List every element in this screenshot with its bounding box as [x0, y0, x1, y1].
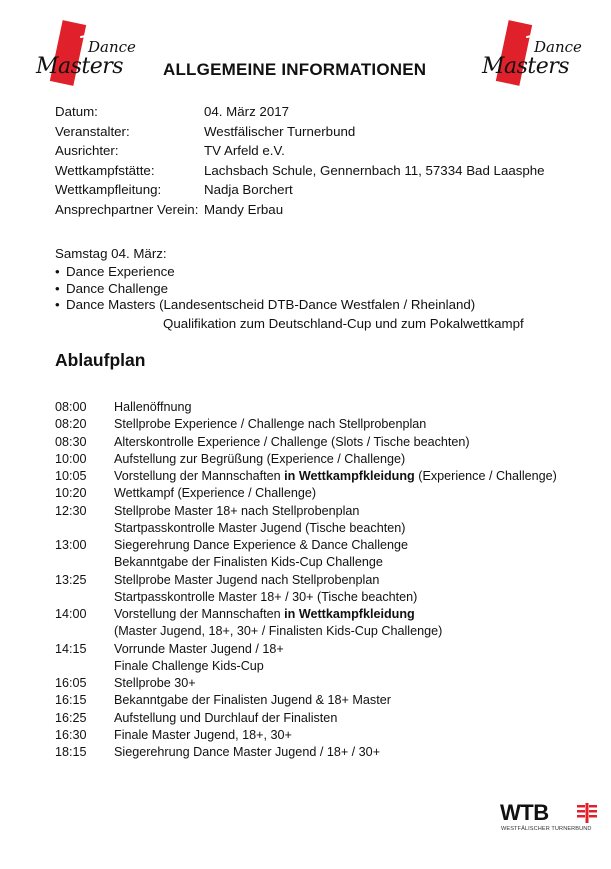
schedule-text: Stellprobe 30+	[114, 676, 196, 690]
schedule-row	[55, 504, 557, 521]
info-row-organizer	[55, 124, 545, 144]
schedule-row	[55, 728, 557, 745]
schedule-text-suffix: (Experience / Challenge)	[414, 469, 557, 483]
schedule-text: Alterskontrolle Experience / Challenge (Slots / Tische beachten)	[114, 434, 470, 449]
day-title: Samstag 04. März:	[55, 246, 167, 261]
info-row-competition-lead	[55, 182, 545, 202]
schedule-time: 16:25	[55, 710, 87, 725]
list-item: • Dance Masters (Landesentscheid DTB-Dance Westfalen / Rheinland)	[55, 297, 476, 312]
info-label: Ansprechpartner Verein:	[55, 201, 199, 217]
info-label: Wettkampfleitung:	[55, 182, 162, 198]
schedule-row	[55, 693, 557, 710]
schedule-row	[55, 676, 557, 693]
schedule-row	[55, 469, 557, 486]
schedule-time: 18:15	[55, 745, 87, 759]
schedule-text: Bekanntgabe der Finalisten Jugend & 18+ Master	[114, 693, 391, 708]
info-label: Wettkampfstätte:	[55, 162, 155, 178]
wtb-subtitle: WESTFÄLISCHER TURNERBUND	[501, 826, 592, 832]
info-value: Nadja Borchert	[204, 182, 293, 198]
schedule-emphasis: in Wettkampfkleidung	[284, 607, 415, 621]
dance-masters-logo-left	[32, 20, 142, 90]
schedule-text: (Master Jugend, 18+, 30+ / Finalisten Kids-Cup Challenge)	[114, 624, 443, 639]
wtb-letters: WTB	[500, 800, 549, 825]
schedule-time: 10:05	[55, 469, 87, 483]
schedule-time: 08:00	[55, 400, 87, 414]
schedule-time: 10:00	[55, 451, 87, 466]
info-row-contact	[55, 202, 545, 222]
schedule-time: 16:05	[55, 676, 87, 690]
schedule-row	[55, 659, 557, 676]
schedule-time: 14:00	[55, 607, 87, 621]
schedule-row	[55, 400, 557, 417]
schedule-text: Wettkampf (Experience / Challenge)	[114, 486, 317, 501]
info-value: Westfälischer Turnerbund	[204, 123, 356, 139]
schedule-row	[55, 538, 557, 555]
schedule-text: Hallenöffnung	[114, 400, 192, 414]
schedule-row	[55, 573, 557, 590]
schedule-row	[55, 417, 557, 434]
schedule-text: Finale Master Jugend, 18+, 30+	[114, 727, 292, 742]
schedule-text: Vorrunde Master Jugend / 18+	[114, 641, 284, 656]
schedule-row	[55, 521, 557, 538]
dance-masters-logo-right	[478, 20, 588, 90]
schedule-row	[55, 452, 557, 469]
schedule-text: Vorstellung der Mannschaften	[114, 469, 285, 483]
schedule-row	[55, 624, 557, 641]
schedule-text: Stellprobe Master 18+ nach Stellprobenplan	[114, 503, 360, 518]
page-title: ALLGEMEINE INFORMATIONEN	[163, 60, 427, 79]
schedule-text: Siegerehrung Dance Master Jugend / 18+ / 30+	[114, 745, 381, 759]
info-value: Mandy Erbau	[204, 201, 284, 217]
schedule-time: 16:30	[55, 727, 87, 742]
info-label: Ausrichter:	[55, 143, 119, 159]
schedule-time: 13:25	[55, 572, 87, 587]
schedule-time: 16:15	[55, 693, 87, 708]
schedule-text: Startpasskontrolle Master 18+ / 30+ (Tische beachten)	[114, 589, 418, 604]
bullet-icon: •	[55, 280, 60, 296]
schedule-row	[55, 711, 557, 728]
list-item: • Dance Challenge	[55, 280, 169, 296]
schedule-text: Vorstellung der Mannschaften	[114, 607, 285, 621]
logo-dance-text: Dance	[534, 38, 582, 56]
schedule-time: 12:30	[55, 503, 87, 518]
info-value: 04. März 2017	[204, 104, 290, 119]
logo-masters-text: Masters	[482, 54, 570, 79]
schedule-heading: Ablaufplan	[55, 350, 146, 370]
schedule-row	[55, 745, 557, 762]
logo-dance-text: Dance	[88, 38, 136, 56]
info-table	[55, 104, 545, 222]
schedule-text: Startpasskontrolle Master Jugend (Tische beachten)	[114, 520, 406, 535]
info-label: Datum:	[55, 104, 98, 119]
schedule-time: 14:15	[55, 641, 87, 656]
schedule-time: 10:20	[55, 486, 87, 501]
schedule-text: Siegerehrung Dance Experience & Dance Challenge	[114, 538, 409, 552]
schedule-row	[55, 642, 557, 659]
schedule-text: Aufstellung und Durchlauf der Finalisten	[114, 710, 338, 725]
info-value: Lachsbach Schule, Gennernbach 11, 57334 Bad Laasphe	[204, 162, 545, 178]
bullet-icon: •	[55, 297, 60, 312]
schedule-row	[55, 590, 557, 607]
schedule-row	[55, 555, 557, 572]
schedule-text: Aufstellung zur Begrüßung (Experience / Challenge)	[114, 451, 406, 466]
info-row-date	[55, 104, 545, 124]
schedule-emphasis: in Wettkampfkleidung	[284, 469, 415, 483]
info-row-venue	[55, 163, 545, 183]
qualification-note: Qualifikation zum Deutschland-Cup und zum Pokalwettkampf	[163, 316, 524, 331]
schedule-row	[55, 607, 557, 624]
schedule-time: 08:20	[55, 417, 87, 432]
schedule-text: Stellprobe Master Jugend nach Stellprobenplan	[114, 572, 380, 587]
event-list	[55, 264, 475, 314]
schedule-row	[55, 486, 557, 503]
schedule-time: 13:00	[55, 538, 87, 552]
info-label: Veranstalter:	[55, 123, 130, 139]
schedule-text: Stellprobe Experience / Challenge nach Stellprobenplan	[114, 417, 427, 432]
schedule-list	[55, 400, 557, 762]
list-item: • Dance Experience	[55, 264, 175, 279]
schedule-row	[55, 435, 557, 452]
wtb-logo	[500, 800, 602, 840]
logo-masters-text: Masters	[36, 54, 124, 79]
schedule-time: 08:30	[55, 434, 87, 449]
info-row-host	[55, 143, 545, 163]
wtb-emblem-icon	[576, 803, 598, 823]
schedule-text: Finale Challenge Kids-Cup	[114, 658, 264, 673]
bullet-icon: •	[55, 264, 60, 279]
info-value: TV Arfeld e.V.	[204, 143, 285, 159]
schedule-text: Bekanntgabe der Finalisten Kids-Cup Challenge	[114, 555, 383, 570]
